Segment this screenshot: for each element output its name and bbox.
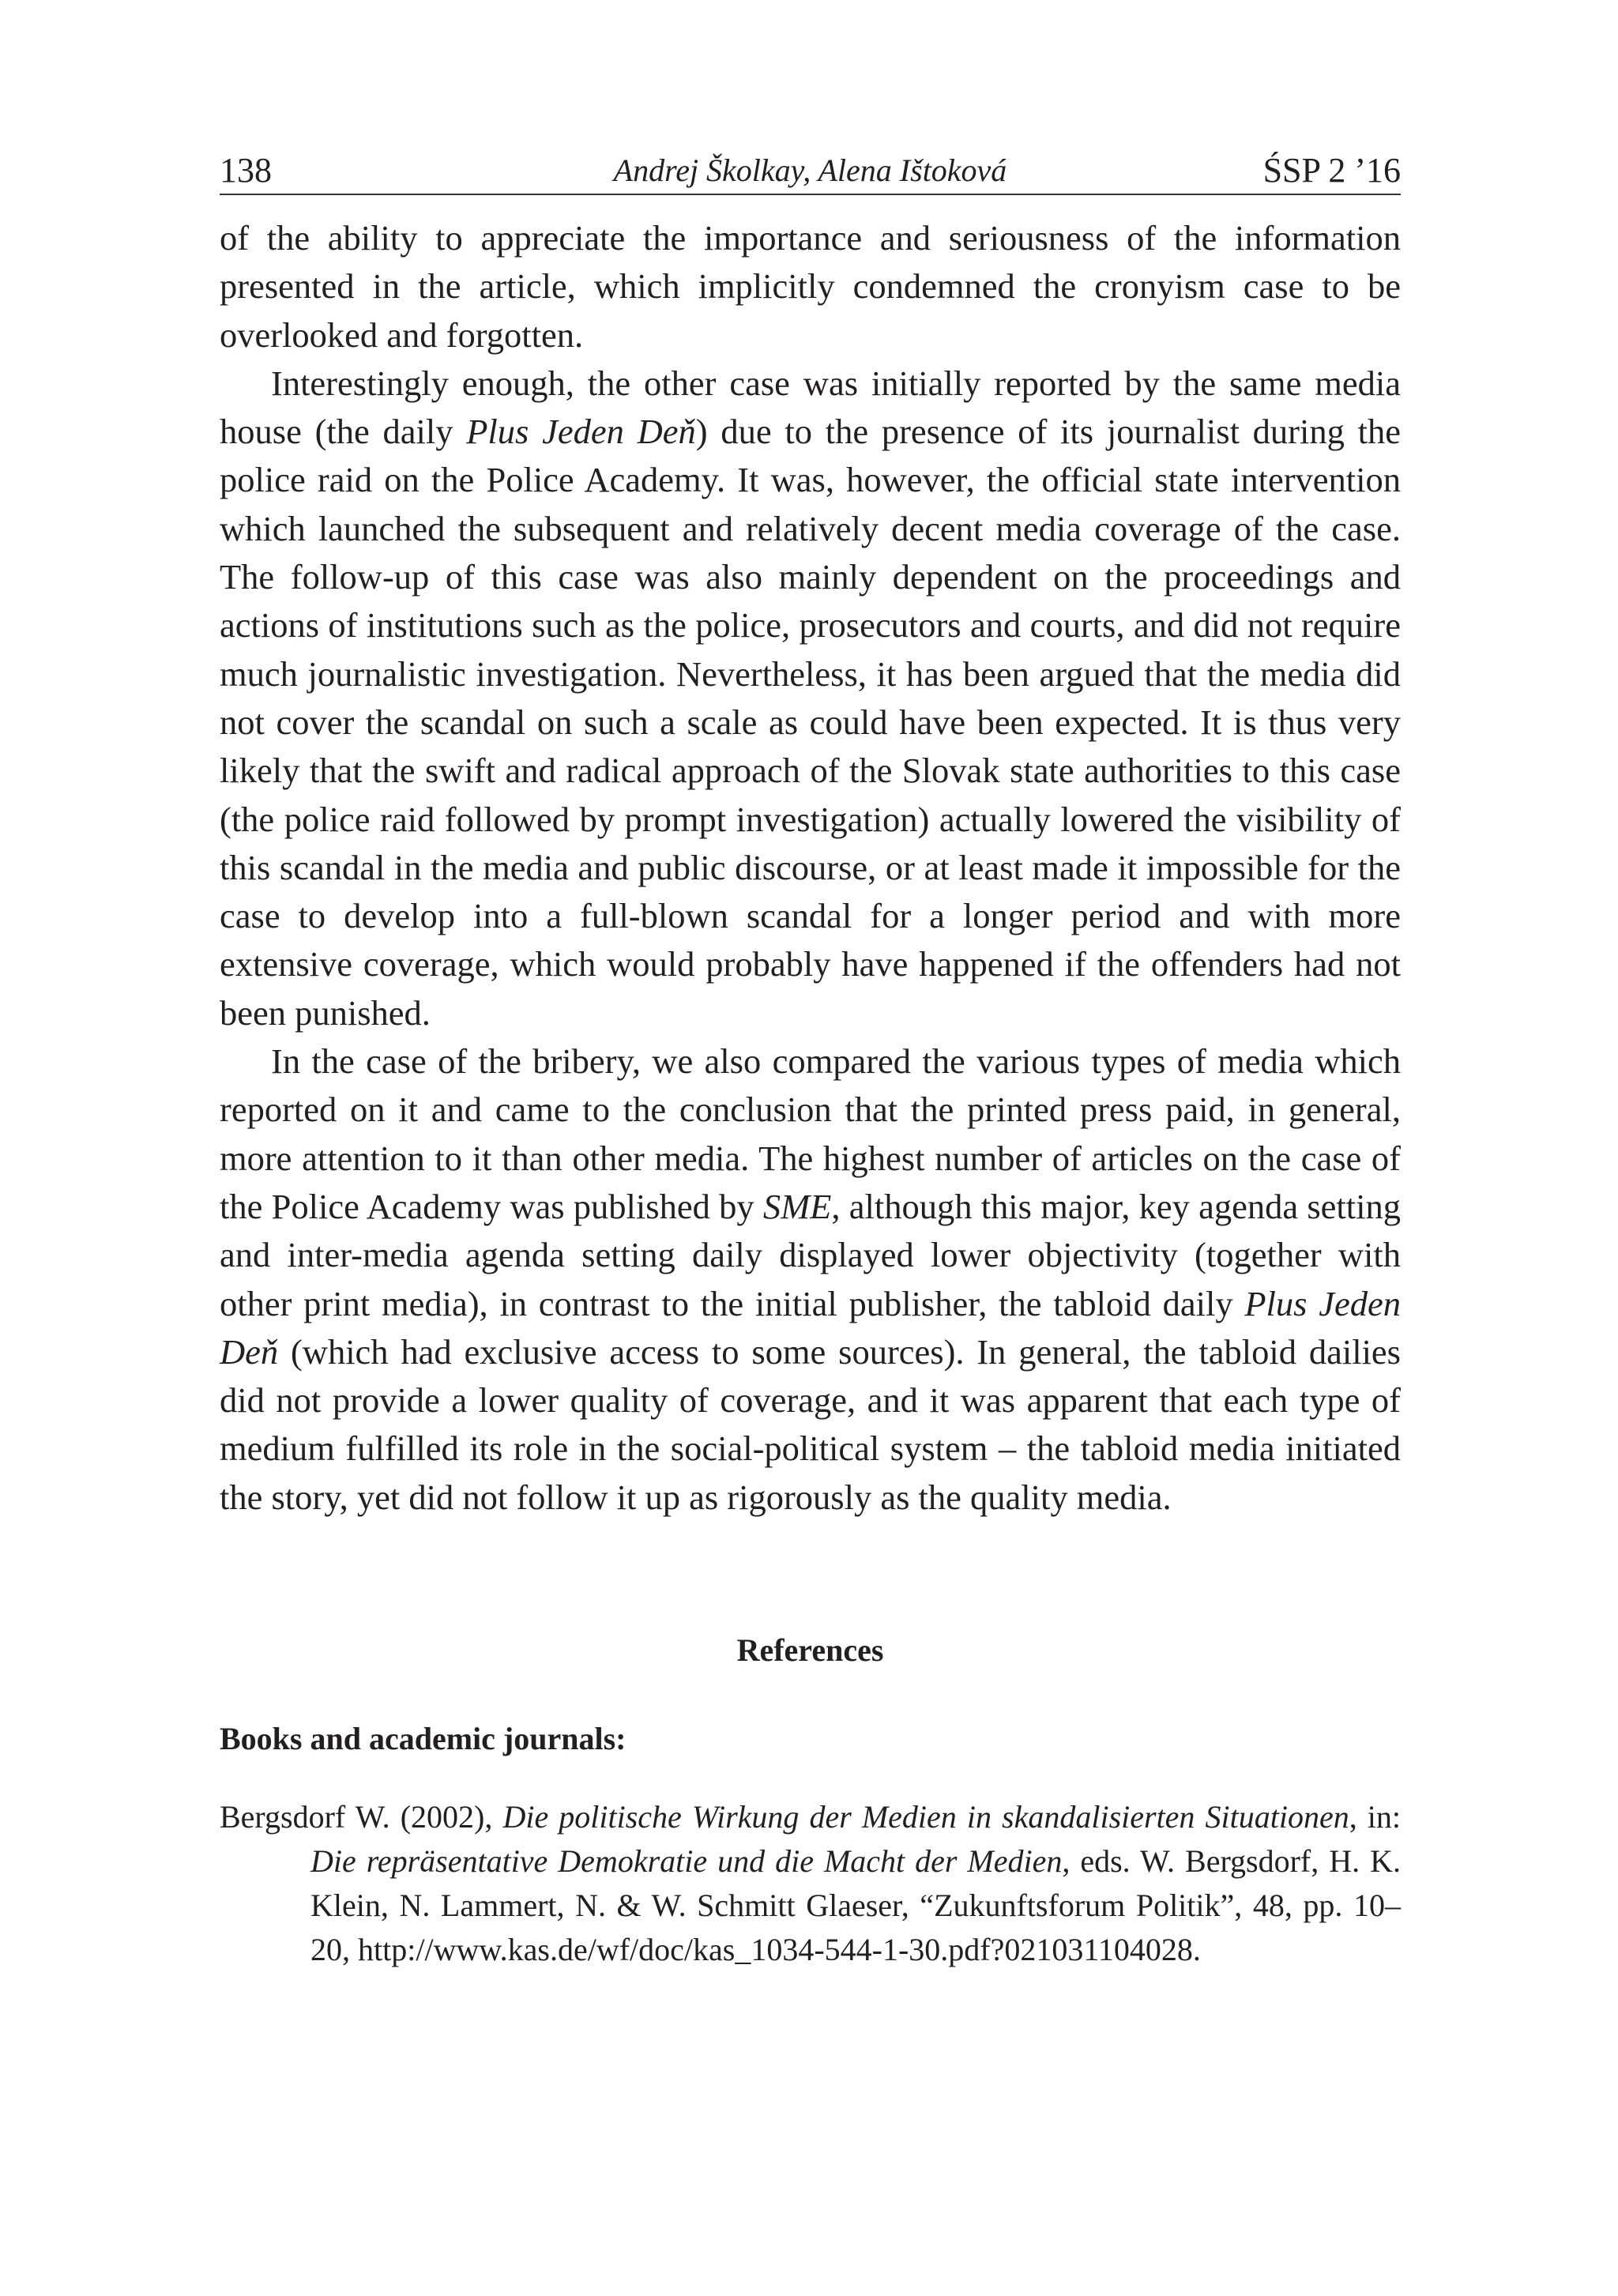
paragraph-1-text: of the ability to appreciate the importance and seriousness of the information presented in the article, which implicitly condemned the cronyism case to be overlooked and forgotten. [220, 218, 1401, 355]
running-head-journal: ŚSP 2 ’16 [1262, 151, 1401, 190]
paragraph-3-emphasis-1: SME [762, 1186, 832, 1226]
paragraph-2-emphasis: Plus Jeden Deň [466, 412, 696, 452]
paragraph-2-text-a: Interestingly enough, the other case was initially reported by the same media house (the daily [220, 363, 1401, 452]
paragraph-2 [220, 359, 1401, 1037]
running-head-authors: Andrej Školkay, Alena Ištoková [613, 152, 1007, 188]
reference-book-title: Die repräsentative Demokratie und die Macht der Medien [310, 1843, 1063, 1880]
reference-in-label: , in: [1349, 1799, 1401, 1835]
reference-title: Die politische Wirkung der Medien in skandalisierten Situationen [502, 1799, 1349, 1835]
page-number: 138 [220, 151, 272, 190]
paragraph-3-emphasis-2: Plus Jeden Deň [220, 1283, 1401, 1372]
paragraph-3-text-a: In the case of the bribery, we also compared the various types of media which reported on it and came to the conclusion that the printed press paid, in general, more attention to it than other media. The highest number of articles on the case of the Police Academy was published by [220, 1041, 1401, 1226]
paragraph-2-text-b: ) due to the presence of its journalist during the police raid on the Police Academy. It was, however, the official state intervention which launched the subsequent and relatively decent media coverage of the case. The follow-up of this case was also mainly dependent on the proceedings and actions of institutions such as the police, prosecutors and courts, and did not require much journalistic investigation. Nevertheless, it has been argued that the media did not cover the scandal on such a scale as could have been expected. It is thus very likely that the swift and radical approach of the Slovak state authorities to this case (the police raid followed by prompt investigation) actually lowered the visibility of this scandal in the media and public discourse, or at least made it impossible for the case to develop into a full-blown scandal for a longer period and with more extensive coverage, which would probably have happened if the offenders had not been punished. [220, 412, 1401, 1033]
paragraph-1 [220, 214, 1401, 359]
reference-entry [220, 1795, 1401, 1972]
reference-details: , eds. W. Bergsdorf, H. K. Klein, N. Lammert, N. & W. Schmitt Glaeser, “Zukunftsforum Politik”, 48, pp. 10–20, http://www.kas.de/wf/doc/kas_1034-544-1-30.​pdf?021031104028. [310, 1843, 1401, 1968]
running-header [220, 146, 1401, 195]
paragraph-3-text-b: , although this major, key agenda setting and inter-media agenda setting daily displayed lower objectivity (together with other print media), in contrast to the initial publisher, the tabloid daily [220, 1186, 1401, 1323]
references-subheading: Books and academic journals: [220, 1721, 627, 1757]
paragraph-3 [220, 1037, 1401, 1522]
reference-author: Bergsdorf W. (2002), [220, 1799, 503, 1835]
body-text [220, 214, 1401, 1522]
document-page [220, 146, 1401, 1972]
references-heading: References [736, 1632, 884, 1669]
paragraph-3-text-c: (which had exclusive access to some sources). In general, the tabloid dailies did not provide a lower quality of coverage, and it was apparent that each type of medium fulfilled its role in the social-political system – the tabloid media initiated the story, yet did not follow it up as rigorously as the quality media. [220, 1331, 1401, 1517]
